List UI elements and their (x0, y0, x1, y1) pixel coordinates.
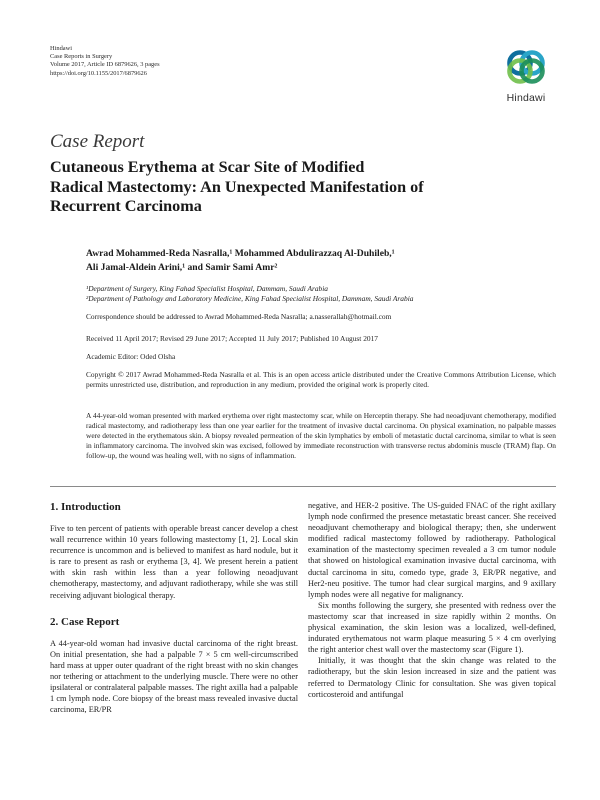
body-paragraph: negative, and HER-2 positive. The US-guided FNAC of the right axillary lymph node confirmed the presence metastatic breast cancer. She received neoadjuvant chemotherapy and biological therapy; then, she underwent modified radical mastectomy followed by radiotherapy. Pathological examination of the mastectomy specimen revealed a 3 cm tumor nodule that showed on histological examination invasive ductal carcinoma, with ductal carcinoma in situ, comedo type, grade 3, ER/PR negative, and Her2-neu positive. The tumor had clear surgical margins, and 9 axillary lymph nodes were all negative for malignancy. (308, 501, 556, 599)
affiliation: ¹Department of Surgery, King Fahad Specialist Hospital, Dammam, Saudi Arabia (86, 284, 328, 293)
article-type: Case Report (50, 131, 145, 152)
body-paragraph: Six months following the surgery, she presented with redness over the mastectomy scar that increased in size rapidly within 2 months. On physical examination, the skin lesion was a localized, well-defined, indurated erythematous not warm plaque measuring 5 × 4 cm overlying the right anterior chest wall over the mastectomy scar (Figure 1). (308, 600, 556, 655)
publisher-name: Hindawi (50, 45, 73, 52)
section-heading-case-report: 2. Case Report (50, 615, 120, 628)
dates-text: Received 11 April 2017; Revised 29 June 2017; Accepted 11 July 2017; Published 10 August 2017 (86, 334, 378, 343)
volume-line: Volume 2017, Article ID 6879626, 3 pages (50, 61, 160, 69)
body-paragraph: A 44-year-old woman had invasive ductal carcinoma of the right breast. On initial presentation, she had a palpable 7 × 5 cm well-circumscribed hard mass at upper outer quadrant of the right breast with no skin changes nor tethering or attachment to the underlying muscle. There were no other ipsilateral or contralateral palpable masses. The right axilla had a palpable 1 cm lymph node. Core biopsy of the breast mass revealed invasive ductal carcinoma, ER/PR (50, 638, 298, 715)
abstract: A 44-year-old woman presented with marked erythema over right mastectomy scar, while on Herceptin therapy. She had neoadjuvant chemotherapy, modified radical mastectomy, and radiotherapy less than one year earlier for the treatment of invasive ductal carcinoma. On physical examination, no palpable masses were detected in the erythematous skin. A biopsy revealed permeation of the skin lymphatics by emboli of metastatic ductal carcinoma, similar to what is seen in inflammatory carcinoma. The involved skin was excised, followed by immediate reconstruction with transverse rectus abdominis muscle (TRAM) flap. On follow-up, the wound was healing well, with no signs of inflammation. (86, 411, 556, 460)
body-column-left (50, 500, 298, 715)
author-list (86, 247, 556, 275)
body-paragraph: Five to ten percent of patients with operable breast cancer develop a chest wall recurrence within 10 years following mastectomy [1, 2]. Local skin recurrence is uncommon and is believed to manifest as hard nodule, but it is rare to present as rash or erythema [3, 4]. We present herein a patient with skin rash within less than a year following neoadjuvant chemotherapy, mastectomy, and adjuvant radiotherapy, while she was still receiving adjuvant biological therapy. (50, 524, 298, 600)
title-line: Cutaneous Erythema at Scar Site of Modified (50, 158, 365, 176)
hindawi-logo-mark-icon (494, 44, 558, 90)
author-line: Ali Jamal-Aldein Arini,¹ and Samir Sami Amr² (86, 262, 278, 273)
body-paragraph: Initially, it was thought that the skin change was related to the radiotherapy, but the skin lesion increased in size and the patient was referred to Dermatology Clinic for consultation. She was given topical corticosteroid and antifungal (308, 656, 556, 699)
publication-dates (86, 334, 556, 344)
affiliations (86, 284, 556, 304)
journal-header (50, 45, 310, 78)
journal-name: Case Reports in Surgery (50, 53, 113, 61)
title-line: Recurrent Carcinoma (50, 197, 202, 215)
article-title (50, 158, 520, 217)
hindawi-logo (494, 44, 558, 108)
author-line: Awrad Mohammed-Reda Nasralla,¹ Mohammed Abdulirazzaq Al-Duhileb,¹ (86, 248, 395, 259)
doi-link[interactable]: https://doi.org/10.1155/2017/6879626 (50, 69, 147, 77)
body-column-right (308, 500, 556, 700)
editor-text: Academic Editor: Oded Olsha (86, 352, 176, 361)
correspondence (86, 312, 556, 322)
section-divider (50, 486, 556, 487)
title-line: Radical Mastectomy: An Unexpected Manifestation of (50, 177, 424, 196)
correspondence-text: Correspondence should be addressed to Awrad Mohammed-Reda Nasralla; a.nasserallah@hotmail.com (86, 312, 392, 321)
affiliation: ²Department of Pathology and Laboratory Medicine, King Fahad Specialist Hospital, Dammam, Saudi Arabia (86, 294, 414, 303)
hindawi-logo-text: Hindawi (506, 92, 546, 104)
academic-editor (86, 352, 556, 362)
section-heading-introduction: 1. Introduction (50, 501, 121, 513)
copyright-notice: Copyright © 2017 Awrad Mohammed-Reda Nasralla et al. This is an open access article distributed under the Creative Commons Attribution License, which permits unrestricted use, distribution, and reproduction in any medium, provided the original work is properly cited. (86, 370, 556, 389)
